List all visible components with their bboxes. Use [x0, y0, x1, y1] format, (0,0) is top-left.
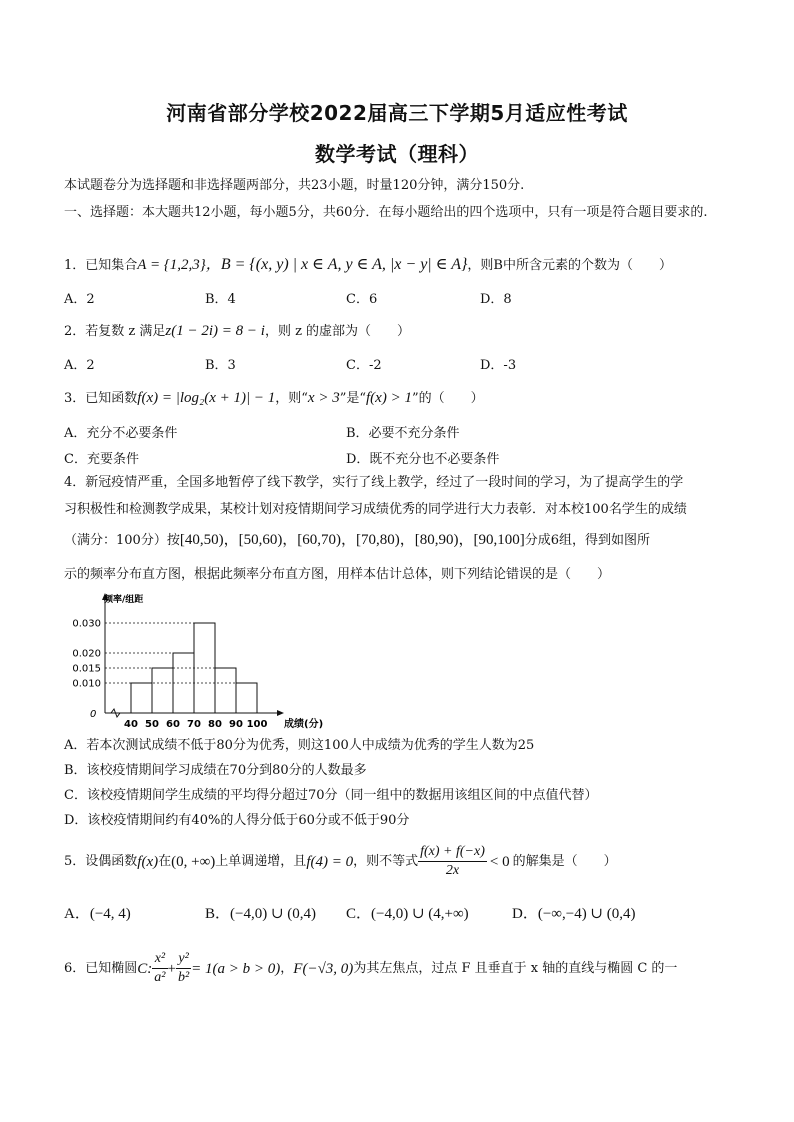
- question-text: ，则不等式: [353, 853, 419, 869]
- x-tick-label: 100: [246, 719, 268, 730]
- y-tick-labels: [72, 619, 101, 690]
- set-a-expression: A = {1,2,3}，: [137, 257, 221, 273]
- histogram-bar: [215, 668, 236, 713]
- question-text: ，则B中所含元素的个数为（ ）: [467, 258, 672, 273]
- interval-expression: (0, +∞): [171, 853, 216, 870]
- question-text: 已知函数: [85, 391, 138, 406]
- x-tick-labels: [124, 719, 267, 730]
- fraction-numerator: y²: [176, 950, 191, 969]
- q4-option-c[interactable]: C．该校疫情期间学生成绩的平均得分超过70分（同一组中的数据用该组区间的中点值代替）: [64, 788, 598, 803]
- q2-option-a[interactable]: A．2: [64, 358, 95, 373]
- exam-subtitle: 数学考试（理科）: [315, 142, 479, 166]
- ellipse-y-term: [176, 950, 191, 987]
- ellipse-equation-rhs: = 1(a > b > 0): [191, 960, 281, 977]
- q3-option-d[interactable]: D．既不充分也不必要条件: [346, 452, 500, 467]
- fraction-numerator: f(x) + f(−x): [418, 843, 487, 862]
- x-tick-label: 70: [187, 719, 201, 730]
- q3-option-c[interactable]: C．充要条件: [64, 452, 139, 467]
- ellipse-x-term: [152, 950, 167, 987]
- question-4-line-3: [64, 531, 650, 550]
- q5-option-c[interactable]: C．(−4,0) ∪ (4,+∞): [346, 906, 469, 922]
- q5-option-d[interactable]: D．(−∞,−4) ∪ (0,4): [512, 906, 636, 922]
- x-tick-label: 50: [145, 719, 159, 730]
- question-4-line-2: 习积极性和检测教学成果，某校计划对疫情期间学习成绩优秀的同学进行大力表彰．对本校100名学生的成绩: [64, 502, 687, 517]
- question-text: ”是“: [339, 391, 366, 406]
- q4-option-d[interactable]: D．该校疫情期间约有40%的人得分低于60分或不低于90分: [64, 813, 410, 828]
- focus-expression: F(−√3, 0): [293, 960, 354, 977]
- q1-option-d[interactable]: D．8: [480, 292, 512, 307]
- question-1: [64, 256, 672, 275]
- question-text: ，则 z 的虚部为（ ）: [264, 324, 411, 339]
- question-text: ”的（ ）: [411, 391, 484, 406]
- question-text: 已知椭圆: [85, 960, 138, 976]
- q3-option-b[interactable]: B．必要不充分条件: [346, 426, 460, 441]
- histogram-bar: [152, 668, 173, 713]
- question-text: 已知集合: [85, 258, 138, 273]
- function-symbol: f(x): [137, 853, 159, 870]
- x-tick-label: 40: [124, 719, 138, 730]
- y-tick-label: 0.030: [72, 618, 101, 630]
- q4-option-a[interactable]: A．若本次测试成绩不低于80分为优秀，则这100人中成绩为优秀的学生人数为25: [64, 738, 535, 753]
- y-tick-label: 0.020: [72, 648, 101, 660]
- question-number: 3．: [64, 391, 86, 406]
- q3-option-a[interactable]: A．充分不必要条件: [64, 426, 178, 441]
- origin-label: 0: [90, 709, 97, 720]
- ellipse-label: C:: [137, 960, 153, 977]
- condition-expression: f(4) = 0: [306, 853, 354, 870]
- x-tick-label: 60: [166, 719, 180, 730]
- condition-2: f(x) > 1: [366, 390, 412, 406]
- q2-option-b[interactable]: B．3: [205, 358, 236, 373]
- fraction-denominator: b²: [177, 970, 190, 985]
- question-text: 若复数 z 满足: [85, 324, 166, 339]
- q2-option-c[interactable]: C．-2: [346, 358, 382, 373]
- question-number: 2．: [64, 324, 86, 339]
- q5-option-b[interactable]: B．(−4,0) ∪ (0,4): [205, 906, 317, 922]
- y-axis-label: 频率/组距: [104, 595, 144, 605]
- q1-option-b[interactable]: B．4: [205, 292, 236, 307]
- question-text: 的解集是（ ）: [512, 853, 617, 869]
- question-text: 为其左焦点，过点 F 且垂直于 x 轴的直线与椭圆 C 的一: [353, 960, 678, 976]
- y-tick-label: 0.015: [72, 663, 101, 675]
- question-text: （满分：100分）按: [64, 533, 180, 548]
- inequality-sign: < 0: [489, 853, 510, 870]
- q1-option-c[interactable]: C．6: [346, 292, 378, 307]
- question-number: 6．: [64, 960, 86, 976]
- set-b-expression: B = {(x, y) | x ∈ A, y ∈ A, |x − y| ∈ A}: [220, 256, 468, 273]
- x-tick-label: 80: [208, 719, 222, 730]
- frequency-histogram: [70, 590, 370, 735]
- q5-option-a[interactable]: A．(−4, 4): [64, 906, 131, 922]
- y-tick-label: 0.010: [72, 678, 101, 690]
- question-text: 设偶函数: [85, 853, 138, 869]
- question-4-line-1: 4．新冠疫情严重，全国多地暂停了线下教学，实行了线上教学，经过了一段时间的学习，为了提高学生的学: [64, 475, 684, 490]
- question-text: ，则“: [275, 391, 308, 406]
- question-5: [64, 843, 617, 880]
- histogram-gridlines: [105, 623, 236, 683]
- q2-option-d[interactable]: D．-3: [480, 358, 517, 373]
- x-tick-label: 90: [229, 719, 243, 730]
- x-axis-label: 成绩(分): [284, 719, 324, 730]
- fraction-denominator: 2x: [445, 863, 460, 878]
- q4-option-b[interactable]: B．该校疫情期间学习成绩在70分到80分的人数最多: [64, 763, 367, 778]
- condition-1: x > 3: [307, 390, 340, 406]
- question-6: [64, 950, 677, 987]
- question-text: 分成6组，得到如图所: [524, 533, 651, 548]
- question-3: [64, 389, 484, 408]
- function-expression: f(x) = |log₂(x + 1)| − 1: [137, 390, 276, 406]
- section-heading: 一、选择题：本大题共12小题，每小题5分，共60分．在每小题给出的四个选项中，只有一项是符合题目要求的.: [64, 205, 708, 220]
- plus-sign: +: [167, 960, 176, 977]
- question-4-line-4: 示的频率分布直方图，根据此频率分布直方图，用样本估计总体，则下列结论错误的是（ ）: [64, 567, 611, 582]
- fraction-denominator: a²: [154, 970, 166, 985]
- inequality-fraction: [418, 843, 487, 880]
- complex-equation: z(1 − 2i) = 8 − i: [165, 323, 265, 339]
- question-2: [64, 322, 410, 341]
- fraction-numerator: x²: [152, 950, 167, 969]
- exam-title: 河南省部分学校2022届高三下学期5月适应性考试: [166, 101, 628, 125]
- question-text: 在: [158, 853, 172, 869]
- question-text: 上单调递增，且: [215, 853, 307, 869]
- q1-option-a[interactable]: A．2: [64, 292, 95, 307]
- histogram-bar: [236, 683, 257, 713]
- exam-intro: 本试题卷分为选择题和非选择题两部分，共23小题，时量120分钟，满分150分.: [64, 178, 525, 193]
- question-text: ，: [280, 960, 294, 976]
- question-number: 5．: [64, 853, 86, 869]
- question-number: 1．: [64, 258, 86, 273]
- score-intervals: [40,50)，[50,60)，[60,70)，[70,80)，[80,90)，[90,100]: [179, 532, 525, 548]
- histogram-bar: [131, 683, 152, 713]
